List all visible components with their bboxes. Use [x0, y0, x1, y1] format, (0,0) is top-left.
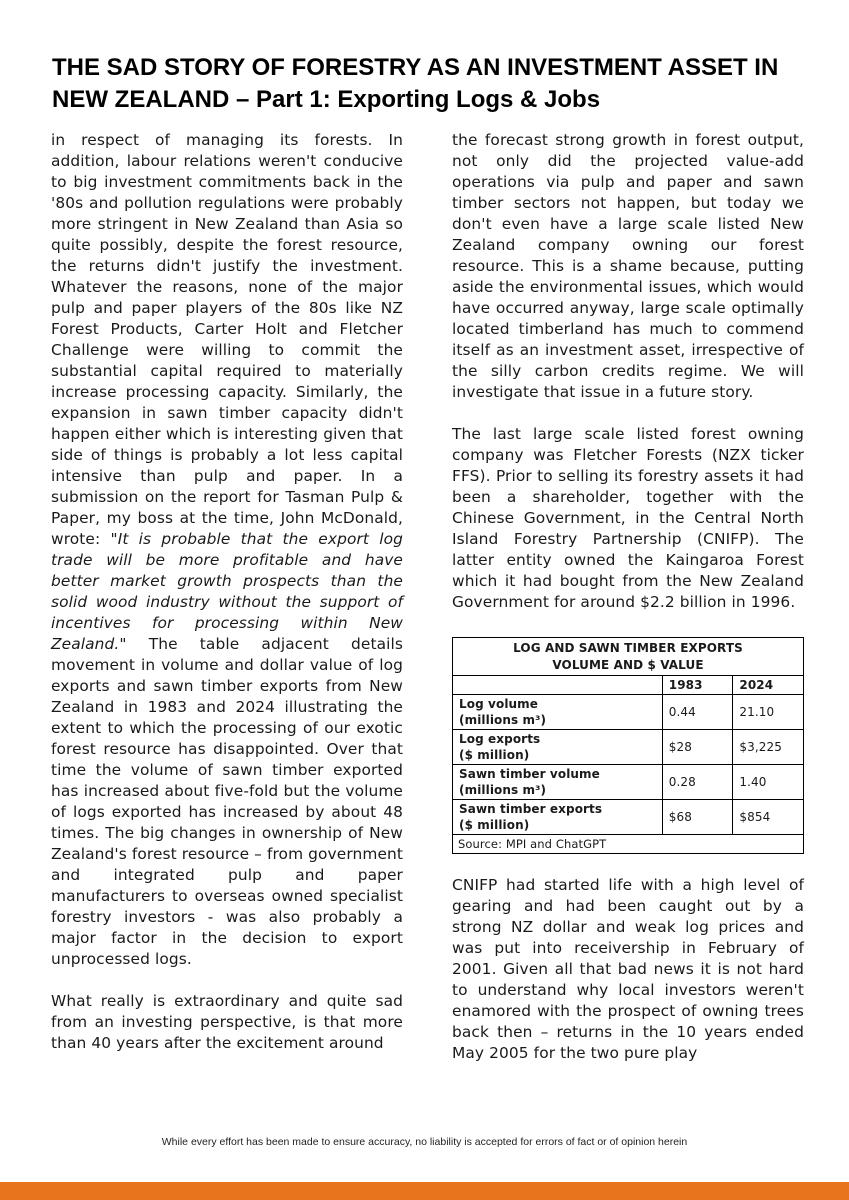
- right-paragraph-2: The last large scale listed forest owning company was Fletcher Forests (NZX ticker FFS). Prior to selling its forestry assets it had been a shareholder, together with the Chinese Government, in the Central North Island Forestry Partnership (CNIFP). The latter entity owned the Kaingaroa Forest which it had bought from the New Zealand Government for around $2.2 billion in 1996.: [452, 425, 804, 611]
- right-paragraph-1: the forecast strong growth in forest output, not only did the projected value-add operations via pulp and paper and sawn timber sectors not happen, but today we don't even have a large scale listed New Zealand company owning our forest resource. This is a shame because, putting aside the environmental issues, which would have occurred anyway, large scale optimally located timberland has much to commend itself as an investment asset, irrespective of the silly carbon credits regime. We will investigate that issue in a future story.: [452, 131, 804, 401]
- table-header-blank: [453, 676, 663, 695]
- table-row: [453, 765, 804, 800]
- text-after-quote: " The table adjacent details movement in volume and dollar value of log exports and sawn timber exports from New Zealand in 1983 and 2024 illustrating the extent to which the processing of our exotic forest resource has disappointed. Over that time the volume of sawn timber exported has increased about five-fold but the volume of logs exported has increased by about 48 times. The big changes in ownership of New Zealand's forest resource – from government and integrated pulp and paper manufacturers to overseas owned specialist forestry investors - was also probably a major factor in the decision to export unprocessed logs.: [51, 635, 403, 968]
- row-label: Sawn timber exports ($ million): [453, 800, 663, 835]
- table-row: [453, 800, 804, 835]
- row-label: Log exports ($ million): [453, 730, 663, 765]
- right-column: [452, 130, 804, 1064]
- disclaimer-footer: While every effort has been made to ensure accuracy, no liability is accepted for errors of fact or of opinion herein: [161, 1136, 688, 1148]
- cell-1983: $68: [662, 800, 733, 835]
- table-caption-line-2: VOLUME AND $ VALUE: [552, 658, 704, 672]
- table-caption-line-1: LOG AND SAWN TIMBER EXPORTS: [513, 641, 743, 655]
- left-column: [51, 130, 403, 1054]
- table-row: [453, 695, 804, 730]
- accent-bar: [0, 1182, 849, 1200]
- text-before-quote: in respect of managing its forests. In addition, labour relations weren't conducive to big investment commitments back in the '80s and pollution regulations were probably more stringent in New Zealand than Asia so quite possibly, despite the forest resource, the returns didn't justify the investment. Whatever the reasons, none of the major pulp and paper players of the 80s like NZ Forest Products, Carter Holt and Fletcher Challenge were willing to commit the substantial capital required to materially increase processing capacity. Similarly, the expansion in sawn timber capacity didn't happen either which is interesting given that side of things is probably a lot less capital intensive than pulp and paper. In a submission on the report for Tasman Pulp & Paper, my boss at the time, John McDonald, wrote: ": [51, 131, 403, 548]
- exports-table: [452, 637, 804, 854]
- table-row: [453, 730, 804, 765]
- cell-1983: $28: [662, 730, 733, 765]
- table-header-1983: 1983: [662, 676, 733, 695]
- exports-table-wrapper: [452, 637, 804, 854]
- cell-1983: 0.28: [662, 765, 733, 800]
- table-source: Source: MPI and ChatGPT: [453, 835, 804, 854]
- cell-2024: 1.40: [733, 765, 804, 800]
- right-paragraph-3: CNIFP had started life with a high level of gearing and had been caught out by a strong NZ dollar and weak log prices and was put into receivership in February of 2001. Given all that bad news it is not hard to understand why local investors weren't enamored with the prospect of owning trees back then – returns in the 10 years ended May 2005 for the two pure play: [452, 876, 804, 1062]
- article-title: THE SAD STORY OF FORESTRY AS AN INVESTMENT ASSET IN NEW ZEALAND – Part 1: Exporting Logs & Jobs: [52, 54, 779, 113]
- cell-2024: $854: [733, 800, 804, 835]
- cell-2024: $3,225: [733, 730, 804, 765]
- left-paragraph-1: [51, 130, 403, 970]
- table-header-2024: 2024: [733, 676, 804, 695]
- row-label: Sawn timber volume (millions m³): [453, 765, 663, 800]
- quote-text: It is probable that the export log trade will be more profitable and have better market growth prospects than the solid wood industry without the support of incentives for processing within New Zealand.: [51, 530, 404, 653]
- table-caption: [453, 638, 804, 676]
- left-paragraph-2: What really is extraordinary and quite sad from an investing perspective, is that more than 40 years after the excitement around: [51, 992, 403, 1052]
- cell-1983: 0.44: [662, 695, 733, 730]
- cell-2024: 21.10: [733, 695, 804, 730]
- row-label: Log volume (millions m³): [453, 695, 663, 730]
